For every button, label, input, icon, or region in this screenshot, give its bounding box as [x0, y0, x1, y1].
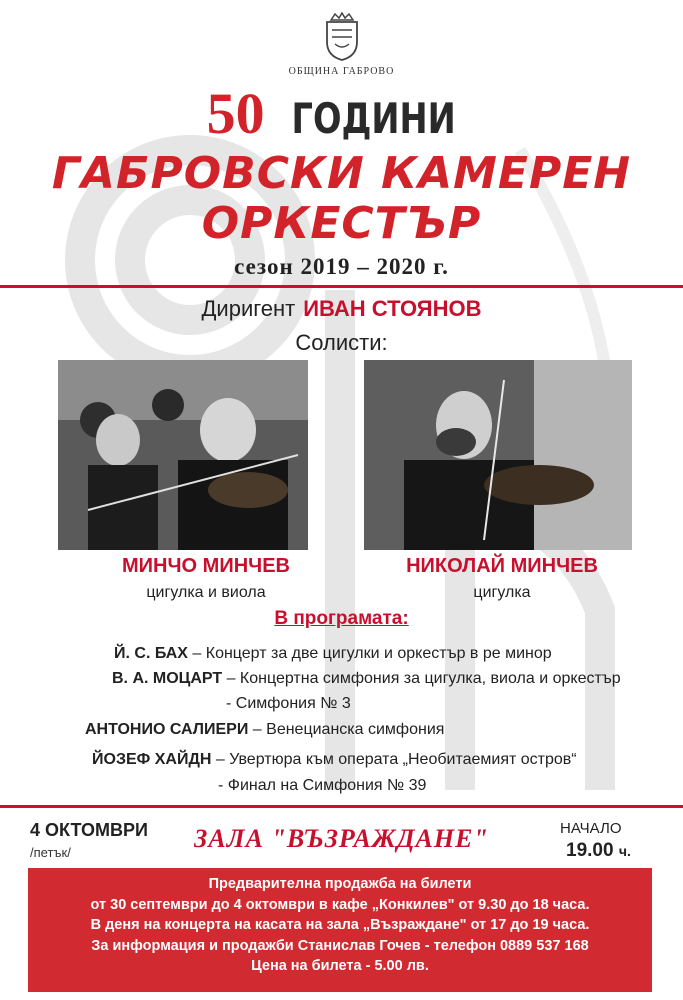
soloist-name-1: МИНЧО МИНЧЕВ — [122, 555, 290, 577]
bottom-divider — [0, 805, 683, 808]
program-work: - Финал на Симфония № 39 — [218, 777, 427, 794]
conductor-role: Диригент — [201, 296, 296, 321]
program-composer: ЙОЗЕФ ХАЙДН — [92, 751, 212, 768]
title-number: 50 — [206, 81, 265, 146]
title-line-anniversary — [0, 80, 683, 147]
program-item — [218, 777, 426, 795]
program-item — [92, 751, 577, 769]
program-work: – Увертюра към операта „Необитаемият остров“ — [211, 751, 577, 768]
soloist-instrument-2: цигулка — [473, 584, 531, 601]
program-item — [226, 695, 351, 713]
program-work: – Концерт за две цигулки и оркестър в ре минор — [187, 645, 552, 662]
conductor-name: ИВАН СТОЯНОВ — [303, 296, 482, 321]
program-composer: Й. С. БАХ — [114, 645, 188, 662]
program-work: - Симфония № 3 — [226, 695, 351, 712]
event-day: /петък/ — [30, 845, 71, 860]
program-work: – Концертна симфония за цигулка, виола и оркестър — [222, 670, 621, 687]
soloists-label: Солисти: — [295, 330, 388, 355]
municipality-name: ОБЩИНА ГАБРОВО — [288, 66, 395, 77]
program-work: – Венецианска симфония — [248, 721, 445, 738]
program-composer: В. А. МОЦАРТ — [112, 670, 223, 687]
season-label: сезон 2019 – 2020 г. — [234, 254, 449, 279]
tickets-line: Цена на билета - 5.00 лв. — [251, 958, 429, 975]
conductor-line — [0, 296, 683, 322]
start-label: НАЧАЛО — [560, 820, 622, 837]
title-word: ГОДИНИ — [291, 94, 456, 143]
soloist-instrument-1: цигулка и виола — [146, 584, 266, 601]
program-heading: В програмата: — [274, 608, 409, 629]
tickets-line: В деня на концерта на касата на зала „Възраждане" от 17 до 19 часа. — [90, 917, 590, 934]
start-time-value: 19.00 — [566, 840, 614, 861]
event-date: 4 ОКТОМВРИ — [30, 820, 148, 840]
program-composer: АНТОНИО САЛИЕРИ — [85, 721, 249, 738]
top-divider — [0, 285, 683, 288]
soloist-name-2: НИКОЛАЙ МИНЧЕВ — [406, 555, 598, 577]
soloist-photo-nikolay — [364, 360, 632, 550]
start-time — [566, 840, 631, 862]
program-item — [114, 645, 552, 663]
program-item — [85, 721, 444, 739]
tickets-line: от 30 септември до 4 октомври в кафе „Конкилев" от 9.30 до 18 часа. — [90, 896, 590, 913]
tickets-line: За информация и продажби Станислав Гочев - телефон 0889 537 168 — [91, 937, 589, 954]
start-time-unit: ч. — [618, 843, 631, 859]
event-venue: ЗАЛА "ВЪЗРАЖДАНЕ" — [194, 824, 489, 853]
title-orchestra-line2: ОРКЕСТЪР — [201, 198, 482, 249]
soloist-photo-minchev — [58, 360, 308, 550]
tickets-banner — [28, 868, 652, 992]
municipality-crest-icon — [319, 12, 365, 62]
tickets-line: Предварителна продажба на билети — [208, 876, 472, 892]
title-orchestra-line1: ГАБРОВСКИ КАМЕРЕН — [51, 148, 632, 199]
program-item — [112, 670, 621, 688]
